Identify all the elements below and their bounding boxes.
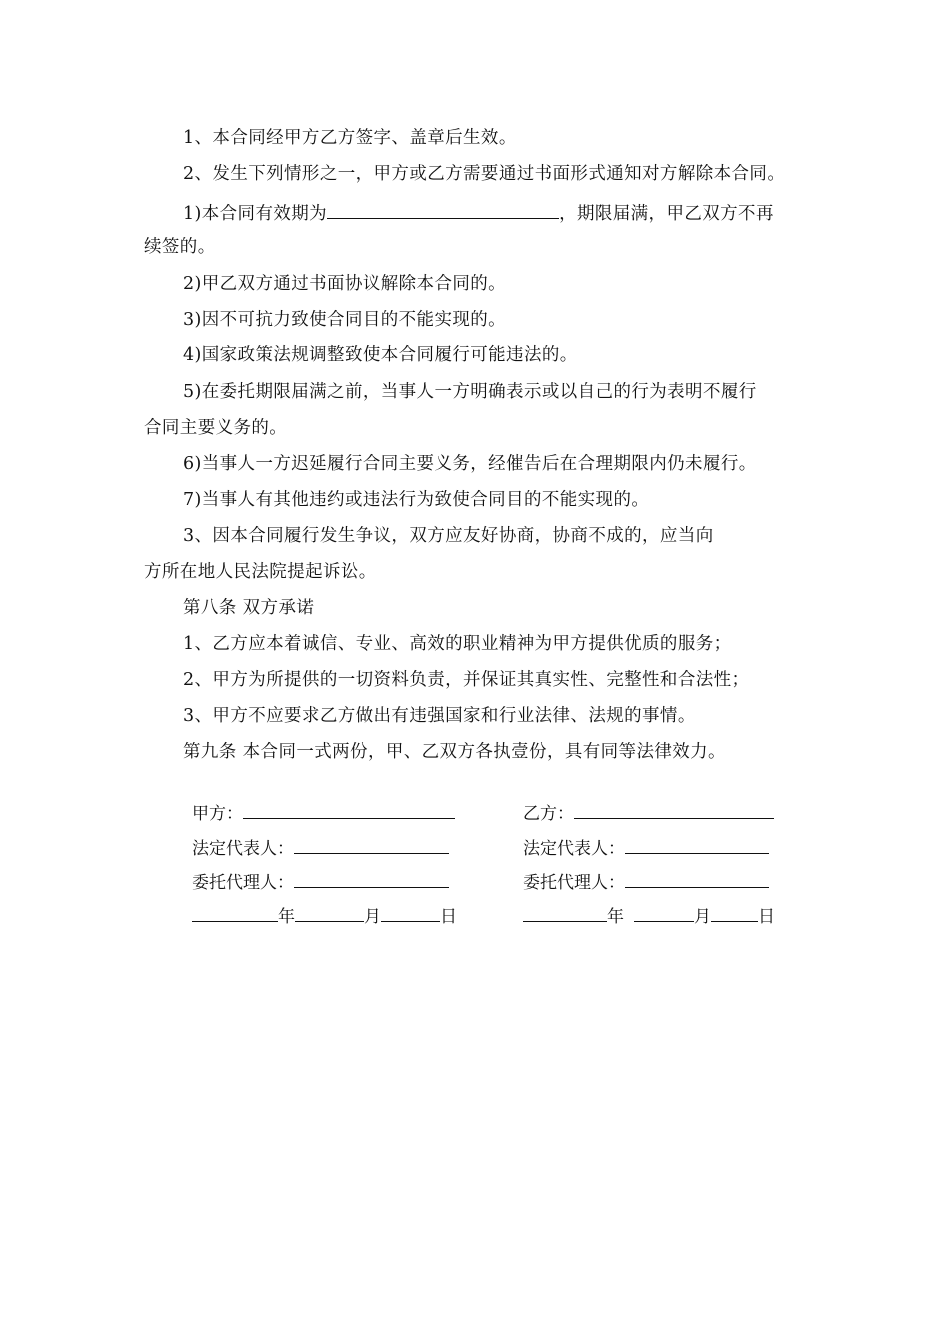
party-b-label: 乙方：: [523, 804, 574, 824]
clause-2-item-4: 4)国家政策法规调整致使本合同履行可能违法的。: [183, 345, 578, 365]
party-a-legal-rep-row: [192, 835, 449, 861]
party-a-date-row: [192, 903, 457, 929]
clause-2-item-5: 5)在委托期限届满之前，当事人一方明确表示或以自己的行为表明不履行: [183, 382, 757, 402]
clause-2-item-2: 2)甲乙双方通过书面协议解除本合同的。: [183, 274, 507, 294]
party-a-year-blank: [192, 903, 278, 922]
party-b-row: [523, 800, 774, 826]
party-b-legal-rep-label: 法定代表人：: [523, 839, 625, 859]
party-a-agent-row: [192, 869, 449, 895]
party-a-month-blank: [295, 903, 364, 922]
validity-period-blank: [327, 200, 559, 219]
party-b-date-row: [523, 903, 775, 929]
clause-2-item-1-continued: 续签的。: [144, 237, 216, 257]
party-a-year-label: 年: [278, 907, 295, 927]
clause-3: 3、因本合同履行发生争议，双方应友好协商，协商不成的，应当向: [183, 526, 714, 546]
party-a-label: 甲方：: [192, 804, 243, 824]
clause-2-item-6: 6)当事人一方迟延履行合同主要义务，经催告后在合理期限内仍未履行。: [183, 454, 757, 474]
article-8-title: 第八条 双方承诺: [183, 598, 315, 618]
party-b-year-label: 年: [607, 907, 624, 927]
clause-3-continued: 方所在地人民法院提起诉讼。: [144, 562, 377, 582]
article-8-item-3: 3、甲方不应要求乙方做出有违强国家和行业法律、法规的事情。: [183, 706, 696, 726]
clause-2-item-5-continued: 合同主要义务的。: [144, 418, 288, 438]
article-8-item-1: 1、乙方应本着诚信、专业、高效的职业精神为甲方提供优质的服务；: [183, 634, 732, 654]
party-b-legal-rep-blank: [625, 835, 769, 854]
clause-2-item-7: 7)当事人有其他违约或违法行为致使合同目的不能实现的。: [183, 490, 650, 510]
party-a-row: [192, 800, 455, 826]
party-b-day-blank: [711, 903, 758, 922]
party-a-day-blank: [381, 903, 440, 922]
party-b-blank: [574, 800, 774, 819]
article-9: 第九条 本合同一式两份，甲、乙双方各执壹份，具有同等法律效力。: [183, 742, 726, 762]
party-b-month-blank: [634, 903, 694, 922]
clause-2: 2、发生下列情形之一，甲方或乙方需要通过书面形式通知对方解除本合同。: [183, 164, 786, 184]
clause-1: 1、本合同经甲方乙方签字、盖章后生效。: [183, 128, 517, 148]
party-a-agent-label: 委托代理人：: [192, 873, 294, 893]
party-a-legal-rep-label: 法定代表人：: [192, 839, 294, 859]
party-a-agent-blank: [294, 869, 449, 888]
party-b-agent-row: [523, 869, 769, 895]
party-b-agent-label: 委托代理人：: [523, 873, 625, 893]
party-a-legal-rep-blank: [294, 835, 449, 854]
clause-2-item-1-pre: 1)本合同有效期为: [183, 204, 328, 224]
party-b-day-label: 日: [758, 907, 775, 927]
party-b-year-blank: [523, 903, 607, 922]
party-b-month-label: 月: [694, 907, 711, 927]
article-8-item-2: 2、甲方为所提供的一切资料负责，并保证其真实性、完整性和合法性；: [183, 670, 750, 690]
party-b-legal-rep-row: [523, 835, 769, 861]
clause-2-item-3: 3)因不可抗力致使合同目的不能实现的。: [183, 310, 507, 330]
party-a-day-label: 日: [440, 907, 457, 927]
clause-2-item-1: [183, 200, 774, 226]
clause-2-item-1-post: ，期限届满，甲乙双方不再: [559, 204, 774, 224]
party-b-agent-blank: [625, 869, 769, 888]
party-a-month-label: 月: [364, 907, 381, 927]
party-a-blank: [243, 800, 455, 819]
